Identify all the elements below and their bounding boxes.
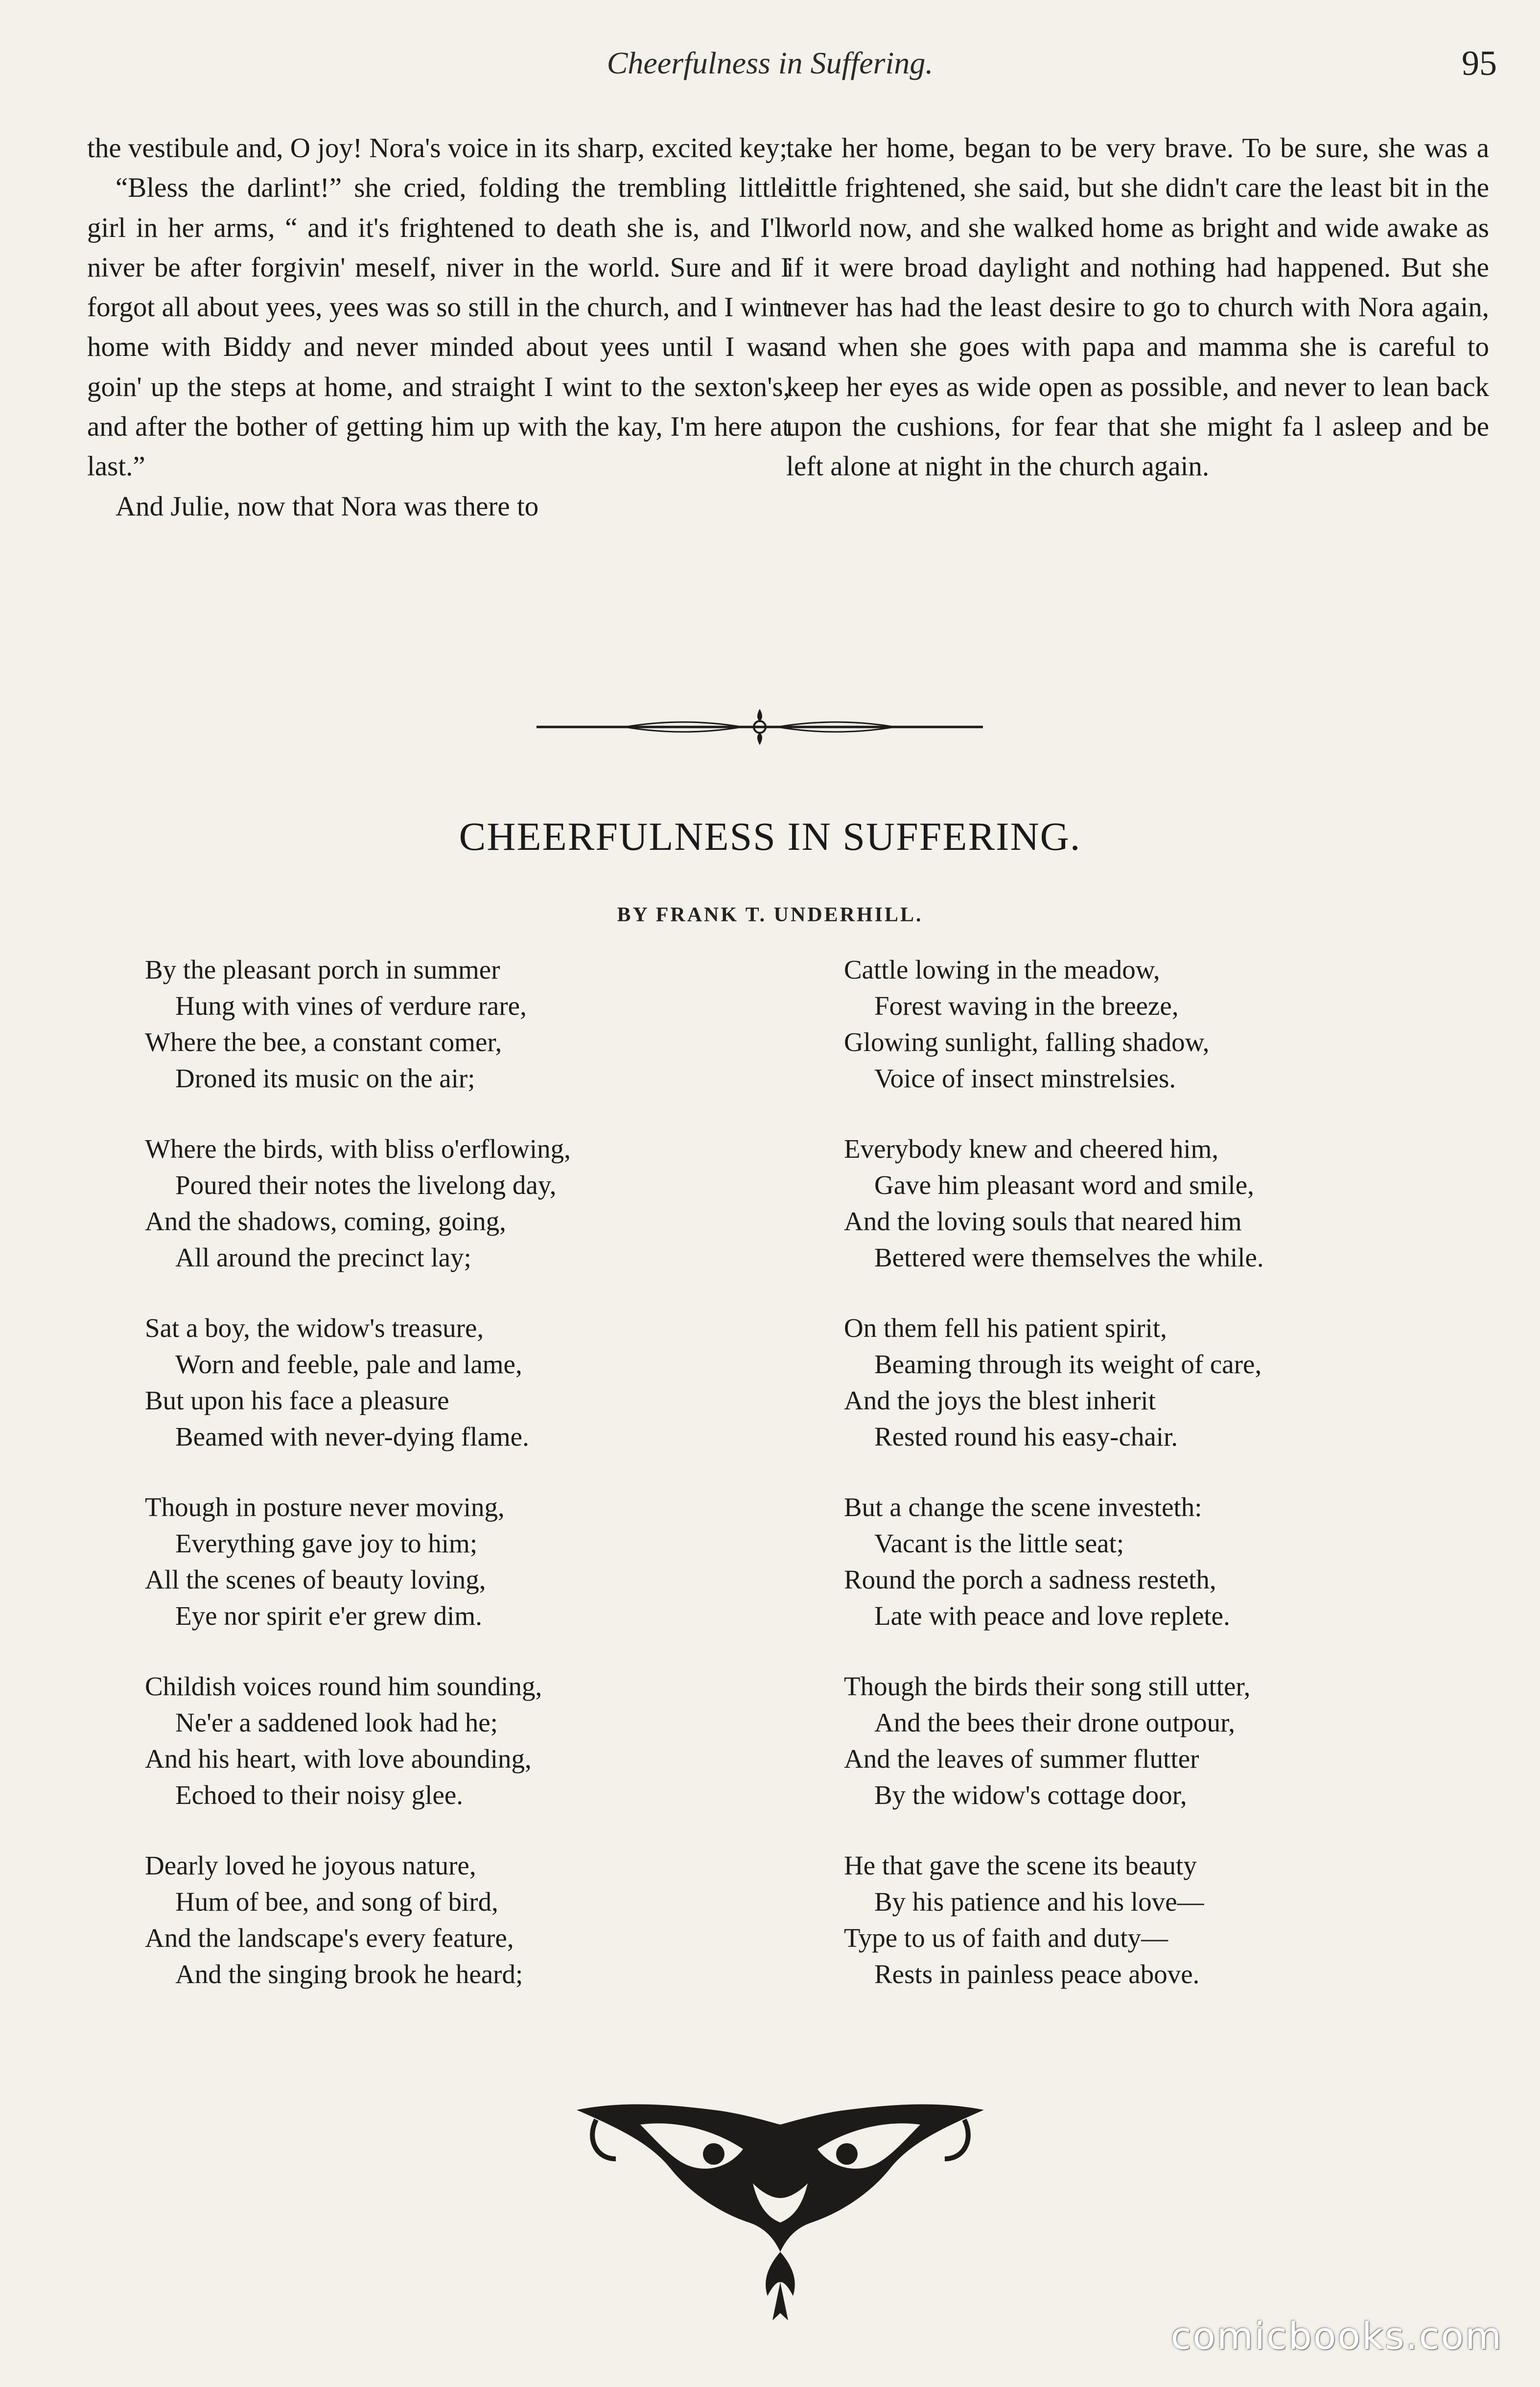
poem-line: By the widow's cottage door, — [874, 1780, 1187, 1810]
poem-line: Where the bee, a constant comer, — [145, 1027, 502, 1057]
prose-paragraph: the vestibule and, O joy! Nora's voice in its sharp, excited key; — [87, 133, 788, 164]
poem-line: But upon his face a pleasure — [145, 1385, 449, 1415]
prose-paragraph: take her home, began to be very brave. To be sure, she was a little frightened, she said, but she didn't care the least bit in the world now, and she walked home as bright and wide awake as if it were broad daylight and nothing had happened. But she never has had the least desire to go to church with Nora again, and when she goes with papa and mamma she is careful to keep her eyes as wide open as possible, and never to lean back upon the cushions, for fear that she might fa l asleep and be left alone at night in the church again. — [786, 133, 1489, 482]
poem-stanza — [844, 1668, 1480, 1813]
poem-line: Childish voices round him sounding, — [145, 1671, 542, 1701]
poem-line: Dearly loved he joyous nature, — [145, 1850, 476, 1880]
poem-column-right — [844, 952, 1480, 2027]
poem-line: Forest waving in the breeze, — [874, 991, 1179, 1021]
prose-column-right — [786, 128, 1489, 487]
poem-column-left — [145, 952, 781, 2027]
prose-paragraph: And Julie, now that Nora was there to — [116, 491, 539, 522]
poem-stanza — [145, 1310, 781, 1455]
prose-paragraph: “Bless the darlint!” she cried, folding the trembling little girl in her arms, “ and it's frightened to death she is, and I'll niver be after forgivin' meself, niver in the world. Sure and I forgot all about yees, yees was so still in the church, and I wint home with Biddy and never minded about yees until I was goin' up the steps at home, and straight I wint to the sexton's, and after the bother of getting him up with the kay, I'm here at last.” — [87, 172, 790, 482]
poem-line: All around the precinct lay; — [175, 1242, 471, 1272]
poem-line: And the landscape's every feature, — [145, 1923, 514, 1953]
poem-line: Glowing sunlight, falling shadow, — [844, 1027, 1210, 1057]
poem-stanza — [145, 1848, 781, 1992]
poem-line: Ne'er a saddened look had he; — [175, 1708, 498, 1737]
poem-line: And the bees their drone outpour, — [874, 1708, 1236, 1737]
poem-line: Droned its music on the air; — [175, 1063, 475, 1093]
poem-line: Poured their notes the livelong day, — [175, 1170, 557, 1200]
poem-line: Beamed with never-dying flame. — [175, 1422, 529, 1451]
poem-line: Eye nor spirit e'er grew dim. — [175, 1601, 482, 1631]
poem-line: Echoed to their noisy glee. — [175, 1780, 464, 1810]
poem-line: Worn and feeble, pale and lame, — [175, 1349, 522, 1379]
poem-stanza — [145, 1489, 781, 1634]
poem-line: He that gave the scene its beauty — [844, 1850, 1197, 1880]
poem-line: Voice of insect minstrelsies. — [874, 1063, 1176, 1093]
poem-line: Sat a boy, the widow's treasure, — [145, 1313, 484, 1343]
poem-line: Everybody knew and cheered him, — [844, 1134, 1219, 1164]
poem-stanza — [145, 952, 781, 1097]
poem-line: Gave him pleasant word and smile, — [874, 1170, 1254, 1200]
poem-line: Beaming through its weight of care, — [874, 1349, 1262, 1379]
poem-stanza — [145, 1131, 781, 1276]
poem-line: And the leaves of summer flutter — [844, 1744, 1199, 1774]
poem-line: And the shadows, coming, going, — [145, 1206, 506, 1236]
poem-line: But a change the scene investeth: — [844, 1492, 1202, 1522]
scrollwork-ornament-icon — [567, 2090, 994, 2335]
prose-column-left — [87, 128, 790, 526]
poem-line: Hung with vines of verdure rare, — [175, 991, 527, 1021]
watermark: comicbooks.com — [1170, 2314, 1503, 2358]
page-number: 95 — [1462, 44, 1497, 83]
poem-line: Type to us of faith and duty— — [844, 1923, 1168, 1953]
poem-line: Though in posture never moving, — [145, 1492, 505, 1522]
poem-line: And the loving souls that neared him — [844, 1206, 1242, 1236]
running-title: Cheerfulness in Suffering. — [607, 46, 933, 80]
ornamental-rule-icon — [537, 705, 983, 749]
poem-line: Where the birds, with bliss o'erflowing, — [145, 1134, 571, 1164]
poem-line: Cattle lowing in the meadow, — [844, 955, 1160, 984]
poem-stanza — [145, 1668, 781, 1813]
poem-line: Though the birds their song still utter, — [844, 1671, 1251, 1701]
poem-stanza — [844, 1131, 1480, 1276]
poem-byline: BY FRANK T. UNDERHILL. — [617, 904, 923, 926]
poem-line: Late with peace and love replete. — [874, 1601, 1230, 1631]
poem-line: And the joys the blest inherit — [844, 1385, 1156, 1415]
poem-line: All the scenes of beauty loving, — [145, 1565, 486, 1594]
poem-stanza — [844, 1489, 1480, 1634]
poem-stanza — [844, 1310, 1480, 1455]
poem-line: And his heart, with love abounding, — [145, 1744, 532, 1774]
poem-line: On them fell his patient spirit, — [844, 1313, 1167, 1343]
poem-line: Hum of bee, and song of bird, — [175, 1887, 498, 1917]
poem-line: Bettered were themselves the while. — [874, 1242, 1264, 1272]
poem-stanza — [844, 1848, 1480, 1992]
poem-line: Round the porch a sadness resteth, — [844, 1565, 1216, 1594]
poem-line: And the singing brook he heard; — [175, 1959, 523, 1989]
poem-line: Rests in painless peace above. — [874, 1959, 1200, 1989]
poem-title: CHEERFULNESS IN SUFFERING. — [459, 814, 1081, 859]
poem-line: Everything gave joy to him; — [175, 1528, 478, 1558]
poem-line: By his patience and his love— — [874, 1887, 1204, 1917]
poem-stanza — [844, 952, 1480, 1097]
poem-line: By the pleasant porch in summer — [145, 955, 500, 984]
poem-line: Rested round his easy-chair. — [874, 1422, 1178, 1451]
poem-line: Vacant is the little seat; — [874, 1528, 1124, 1558]
